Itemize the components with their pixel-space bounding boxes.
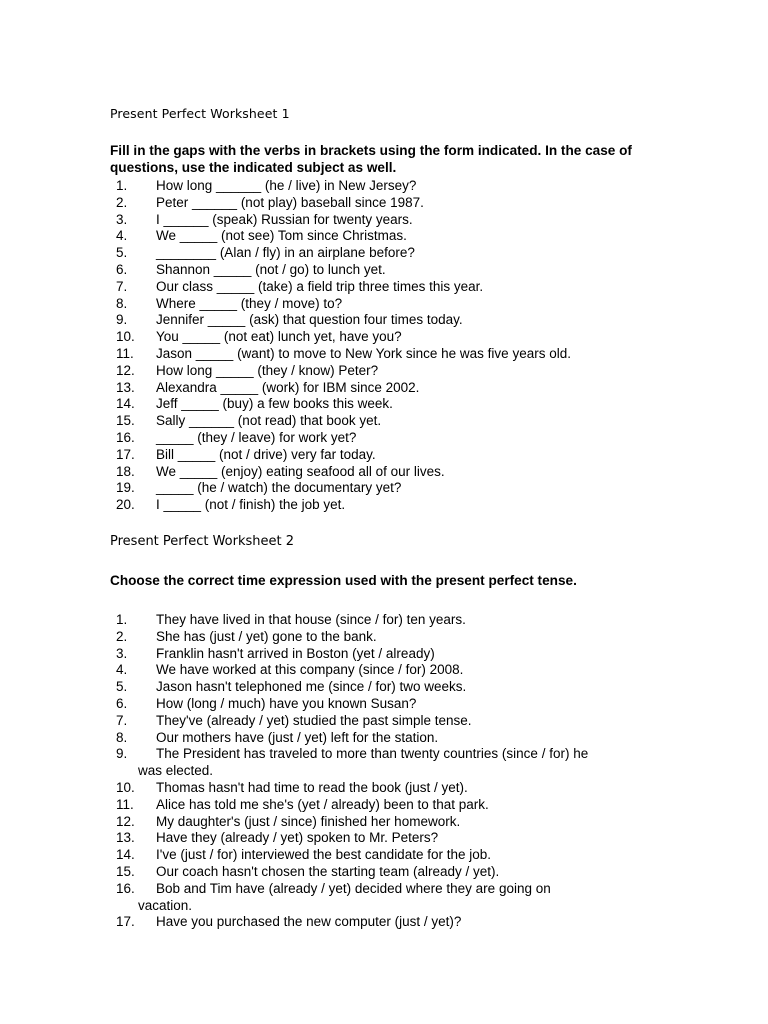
item-text: _____ (they / leave) for work yet? <box>156 429 357 445</box>
item-number: 5. <box>116 679 128 695</box>
exercise-item <box>110 629 670 646</box>
item-text: How (long / much) have you known Susan? <box>156 695 417 711</box>
item-text: We _____ (not see) Tom since Christmas. <box>156 228 407 244</box>
item-number: 8. <box>116 295 128 311</box>
item-number: 11. <box>116 796 134 812</box>
exercise-item <box>110 329 670 346</box>
exercise-item <box>110 679 670 696</box>
item-text: Bob and Tim have (already / yet) decided where they are going on <box>156 880 551 896</box>
item-number: 2. <box>116 194 128 210</box>
worksheet1-list <box>110 178 670 514</box>
worksheet2-list <box>110 612 670 931</box>
exercise-item <box>110 797 670 814</box>
item-number: 9. <box>116 312 128 328</box>
item-text: I _____ (not / finish) the job yet. <box>156 497 346 513</box>
exercise-item <box>110 480 670 497</box>
item-number: 14. <box>116 847 135 863</box>
worksheet1-instructions: Fill in the gaps with the verbs in brackets using the form indicated. In the case of questions, use the indicated subject as well. <box>110 143 632 175</box>
exercise-item <box>110 396 670 413</box>
item-text-continuation: was elected. <box>138 763 214 779</box>
item-number: 7. <box>116 712 128 728</box>
item-text: Where _____ (they / move) to? <box>156 295 343 311</box>
exercise-item <box>110 346 670 363</box>
exercise-item <box>110 413 670 430</box>
worksheet2-title: Present Perfect Worksheet 2 <box>110 534 295 549</box>
item-number: 2. <box>116 628 128 644</box>
item-text: Thomas hasn't had time to read the book (just / yet). <box>156 779 468 795</box>
exercise-item <box>110 430 670 447</box>
item-text: Jennifer _____ (ask) that question four times today. <box>156 312 463 328</box>
item-text: Jason hasn't telephoned me (since / for) two weeks. <box>156 679 467 695</box>
item-number: 9. <box>116 746 128 762</box>
exercise-item <box>110 730 670 747</box>
item-text: Sally ______ (not read) that book yet. <box>156 413 382 429</box>
item-number: 4. <box>116 662 128 678</box>
exercise-item <box>110 245 670 262</box>
item-text: They have lived in that house (since / for) ten years. <box>156 612 466 627</box>
exercise-item <box>110 497 670 514</box>
item-text: Franklin hasn't arrived in Boston (yet / already) <box>156 645 435 661</box>
exercise-item <box>110 847 670 864</box>
item-number: 10. <box>116 329 135 345</box>
item-number: 6. <box>116 261 128 277</box>
item-number: 3. <box>116 645 128 661</box>
item-text: ________ (Alan / fly) in an airplane before? <box>156 245 415 261</box>
item-text: Have they (already / yet) spoken to Mr. Peters? <box>156 830 439 846</box>
item-text: Bill _____ (not / drive) very far today. <box>156 446 376 462</box>
exercise-item <box>110 830 670 847</box>
item-text: The President has traveled to more than twenty countries (since / for) he <box>156 746 589 762</box>
item-text: Our mothers have (just / yet) left for the station. <box>156 729 439 745</box>
exercise-item <box>110 212 670 229</box>
item-text: Shannon _____ (not / go) to lunch yet. <box>156 261 386 277</box>
item-number: 10. <box>116 779 135 795</box>
item-number: 16. <box>116 429 135 445</box>
exercise-item <box>110 814 670 831</box>
item-number: 7. <box>116 278 128 294</box>
exercise-item <box>110 228 670 245</box>
item-text: _____ (he / watch) the documentary yet? <box>156 480 402 496</box>
item-number: 20. <box>116 497 135 513</box>
exercise-item <box>110 662 670 679</box>
exercise-item <box>110 914 670 931</box>
exercise-item <box>110 380 670 397</box>
item-number: 14. <box>116 396 135 412</box>
item-text: How long _____ (they / know) Peter? <box>156 362 379 378</box>
item-text: We _____ (enjoy) eating seafood all of our lives. <box>156 463 445 479</box>
exercise-item <box>110 279 670 296</box>
exercise-item <box>110 612 670 629</box>
exercise-item <box>110 447 670 464</box>
item-number: 8. <box>116 729 128 745</box>
exercise-item <box>110 296 670 313</box>
exercise-item <box>110 864 670 881</box>
exercise-item <box>110 696 670 713</box>
item-text: They've (already / yet) studied the past simple tense. <box>156 712 472 728</box>
item-number: 1. <box>116 178 128 193</box>
item-text: Our coach hasn't chosen the starting team (already / yet). <box>156 863 500 879</box>
item-text: Peter ______ (not play) baseball since 1987. <box>156 194 424 210</box>
item-number: 13. <box>116 830 135 846</box>
item-text: I ______ (speak) Russian for twenty years. <box>156 211 413 227</box>
item-text: Jeff _____ (buy) a few books this week. <box>156 396 393 412</box>
item-text: I've (just / for) interviewed the best candidate for the job. <box>156 847 492 863</box>
item-text: Our class _____ (take) a field trip three times this year. <box>156 278 484 294</box>
exercise-item <box>110 464 670 481</box>
item-number: 17. <box>116 446 135 462</box>
exercise-item <box>110 262 670 279</box>
item-text: How long ______ (he / live) in New Jersey? <box>156 178 417 193</box>
item-number: 5. <box>116 245 128 261</box>
item-text: My daughter's (just / since) finished her homework. <box>156 813 461 829</box>
item-text: Have you purchased the new computer (just / yet)? <box>156 914 462 930</box>
item-number: 19. <box>116 480 135 496</box>
item-number: 3. <box>116 211 128 227</box>
item-number: 17. <box>116 914 135 930</box>
item-text: You _____ (not eat) lunch yet, have you? <box>156 329 402 345</box>
exercise-item <box>110 195 670 212</box>
item-number: 15. <box>116 413 135 429</box>
item-number: 15. <box>116 863 135 879</box>
item-number: 1. <box>116 612 128 627</box>
exercise-item <box>110 178 670 195</box>
item-number: 16. <box>116 880 135 896</box>
item-text: We have worked at this company (since / for) 2008. <box>156 662 464 678</box>
item-number: 12. <box>116 362 135 378</box>
exercise-item <box>110 646 670 663</box>
exercise-item <box>110 881 670 915</box>
exercise-item <box>110 746 670 780</box>
exercise-item <box>110 713 670 730</box>
item-text-continuation: vacation. <box>138 897 193 913</box>
item-number: 4. <box>116 228 128 244</box>
exercise-item <box>110 780 670 797</box>
item-text: Alice has told me she's (yet / already) been to that park. <box>156 796 489 812</box>
item-number: 11. <box>116 345 134 361</box>
worksheet2-instructions: Choose the correct time expression used with the present perfect tense. <box>110 573 577 588</box>
worksheet1-title: Present Perfect Worksheet 1 <box>110 106 290 121</box>
item-text: Jason _____ (want) to move to New York since he was five years old. <box>156 345 571 361</box>
item-text: Alexandra _____ (work) for IBM since 2002. <box>156 379 420 395</box>
exercise-item <box>110 312 670 329</box>
item-number: 13. <box>116 379 135 395</box>
item-number: 18. <box>116 463 135 479</box>
item-number: 6. <box>116 695 128 711</box>
item-number: 12. <box>116 813 135 829</box>
item-text: She has (just / yet) gone to the bank. <box>156 628 377 644</box>
exercise-item <box>110 363 670 380</box>
